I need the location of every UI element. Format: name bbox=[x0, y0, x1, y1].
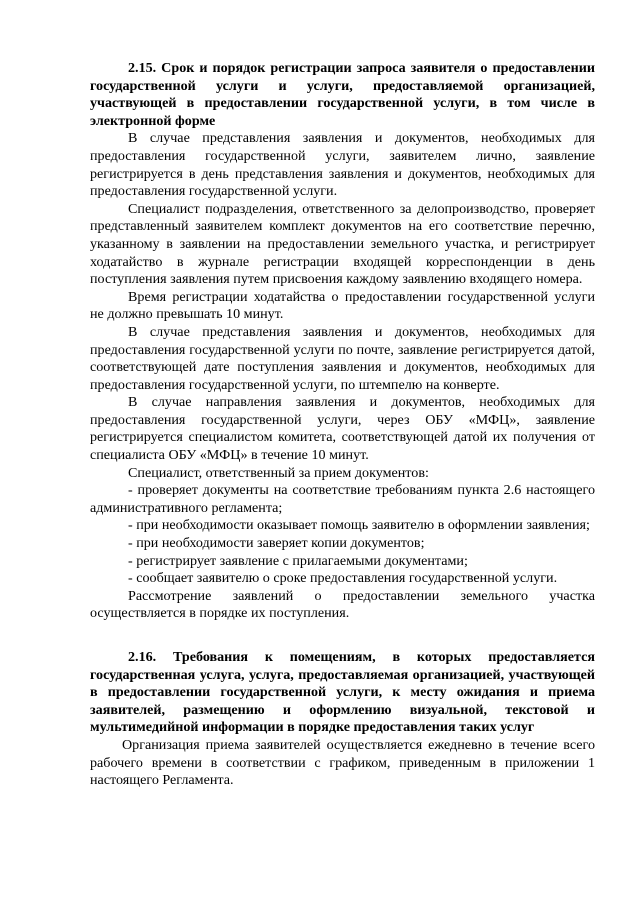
paragraph: В случае направления заявления и документов, необходимых для предоставления государственной услуги, через ОБУ «МФЦ», заявление регистрируется специалистом комитета, соответствующей датой их получения от специалиста ОБУ «МФЦ» в течение 10 минут. bbox=[90, 394, 595, 464]
paragraph: Время регистрации ходатайства о предоставлении государственной услуги не должно превышать 10 минут. bbox=[90, 288, 595, 323]
list-item: - при необходимости заверяет копии документов; bbox=[128, 535, 425, 552]
list-item: - сообщает заявителю о сроке предоставления государственной услуги. bbox=[128, 570, 558, 587]
section-2-15-heading bbox=[90, 60, 595, 130]
section-heading-text: 2.15. Срок и порядок регистрации запроса заявителя о предоставлении государственной услуги и услуги, предоставляемой организацией, участвующей в предоставлении государственной услуги, в том числе в электронной форме bbox=[90, 60, 595, 129]
section-heading-text: 2.16. Требования к помещениям, в которых предоставляется государственная услуга, услуга, предоставляемая организацией, участвующей в предоставлении государственной услуги, к месту ожидания и приема заявителей, размещению и оформлению визуальной, текстовой и мультимедийной информации в порядке предоставления таких услуг bbox=[90, 649, 595, 736]
paragraph: Специалист подразделения, ответственного за делопроизводство, проверяет представленный заявителем комплект документов на его соответствие перечню, указанному в заявлении на предоставлении земельного участка, и регистрирует ходатайство в журнале регистрации входящей корреспонденции в день поступления заявления путем присвоения каждому заявлению входящего номера. bbox=[90, 200, 595, 288]
paragraph: Организация приема заявителей осуществляется ежедневно в течение всего рабочего времени в соответствии с графиком, приведенным в приложении 1 настоящего Регламента. bbox=[90, 736, 595, 789]
list-item: - регистрирует заявление с прилагаемыми документами; bbox=[128, 552, 468, 569]
paragraph: В случае представления заявления и документов, необходимых для предоставления государственной услуги по почте, заявление регистрируется датой, соответствующей дате поступления заявления и документов, необходимых для предоставления государственной услуги, по штемпелю на конверте. bbox=[90, 323, 595, 393]
document-page bbox=[90, 60, 595, 790]
paragraph: Рассмотрение заявлений о предоставлении земельного участка осуществляется в порядке их поступления. bbox=[90, 587, 595, 622]
list-item: - проверяет документы на соответствие требованиям пункта 2.6 настоящего административного регламента; bbox=[90, 482, 595, 516]
list-item: - при необходимости оказывает помощь заявителю в оформлении заявления; bbox=[128, 517, 590, 534]
section-2-16-heading bbox=[90, 649, 595, 737]
paragraph: Специалист, ответственный за прием документов: bbox=[128, 464, 429, 481]
paragraph: В случае представления заявления и документов, необходимых для предоставления государственной услуги, заявителем лично, заявление регистрируется в день представления заявления и документов, необходимых для предоставления государственной услуги. bbox=[90, 130, 595, 200]
section-spacer bbox=[90, 623, 595, 649]
